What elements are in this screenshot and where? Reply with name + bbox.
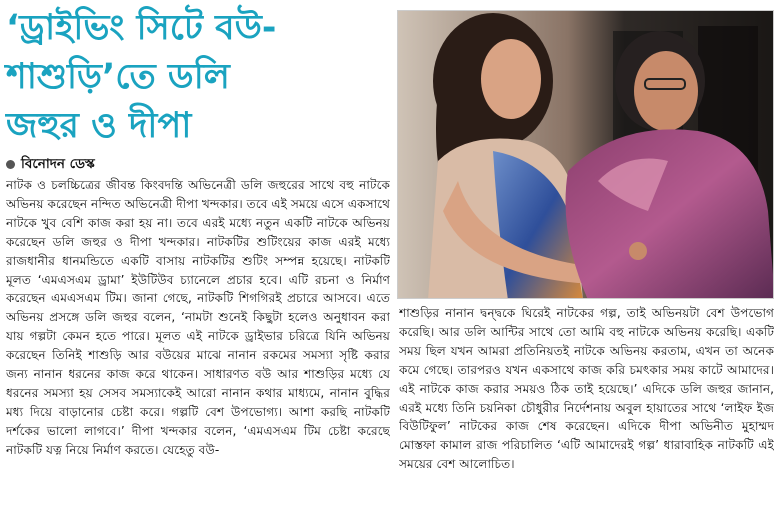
byline-text: বিনোদন ডেস্ক (21, 155, 95, 172)
byline-bullet-icon (6, 160, 15, 169)
byline (6, 155, 95, 173)
left-column-text: নাটক ও চলচ্চিত্রের জীবন্ত কিংবদন্তি অভিনেত্রী ডলি জহুরের সাথে বহু নাটকে অভিনয় করেছেন নন্দিত অভিনেত্রী দীপা খন্দকার। তবে এই সময়ে এসে একসাথে নাটকে খুব বেশি কাজ করা হয় না। তবে এরই মধ্যে নতুন একটি নাটকে অভিনয় করেছেন ডলি জহুর ও দীপা খন্দকার। নাটকটির শুটিংয়ের কাজ এরই মধ্যে রাজধানীর ধানমন্ডিতে একটি বাসায় নাটকটির শুটিং সম্পন্ন হয়েছে। নাটকটি মূলত ‘এমএসএম ড্রামা’ ইউটিউব চ্যানেলে প্রচার হবে। এটি রচনা ও নির্মাণ করেছেন এমএসএম টিম। জানা গেছে, নাটকটি শিগগিরই প্রচারে আসবে। এতে অভিনয় প্রসঙ্গে ডলি জহুর বলেন, ‘নামটা শুনেই কিছুটা হলেও অনুধাবন করা যায় গল্পটা কেমন হতে পারে। মূলত এই নাটকে ড্রাইভার চরিত্রে যিনি অভিনয় করেছেন তিনিই শাশুড়ি আর বউয়ের মাঝে নানান রকমের সমস্যা সৃষ্টি করার জন্য নানান ধরনের কাজ করে থাকেন। সাধারণত বউ আর শাশুড়ির মধ্যে যে ধরনের সমস্যা হয় সেসব সমস্যাকেই আরো নানান কথার মাধ্যমে, নানান বুদ্ধির মধ্য দিয়ে বাড়ানোর চেষ্টা করে। গল্পটি বেশ উপভোগ্য। আশা করছি নাটকটি দর্শকের ভালো লাগবে।’ দীপা খন্দকার বলেন, ‘এমএসএম টিম চেষ্টা করেছে নাটকটি যত্ন নিয়ে নির্মাণ করতে। যেহেতু বউ- (6, 178, 390, 457)
headline-line-2: শাশুড়ি’তে ডলি (6, 57, 230, 97)
photo-illustration (398, 11, 774, 299)
article-body-right-column (399, 304, 774, 520)
right-column-text: শাশুড়ির নানান দ্বন্দ্বকে ঘিরেই নাটকের গল্প, তাই অভিনয়টা বেশ উপভোগ করেছি। আর ডলি আন্টির সাথে তো আমি বহু নাটকে অভিনয় করেছি। একটি সময় ছিল যখন আমরা প্রতিনিয়তই নাটকে অভিনয় করতাম, এখন তা অনেক কমে গেছে। তারপরও যখন একসাথে কাজ করি চমৎকার সময় কাটে আমাদের। এই নাটকে কাজ করার সময়ও ঠিক তাই হয়েছে।’ এদিকে ডলি জহুর জানান, এরই মধ্যে তিনি চয়নিকা চৌধুরীর নির্দেশনায় অবুল হায়াতের সাথে ‘লাইফ ইজ বিউটিফুল’ নাটকের কাজ শেষ করেছেন। এদিকে দীপা অভিনীত মুহাম্মদ মোস্তফা কামাল রাজ পরিচালিত ‘এটি আমাদেরই গল্প’ ধারাবাহিক নাটকটি এই সময়ের বেশ আলোচিত। (399, 306, 774, 472)
article-body-left-column (6, 176, 390, 521)
article-photo (397, 10, 774, 299)
headline-line-1: ‘ড্রাইভিং সিটে বউ- (6, 8, 277, 48)
headline (6, 4, 391, 151)
headline-line-3: জহুর ও দীপা (6, 106, 192, 146)
